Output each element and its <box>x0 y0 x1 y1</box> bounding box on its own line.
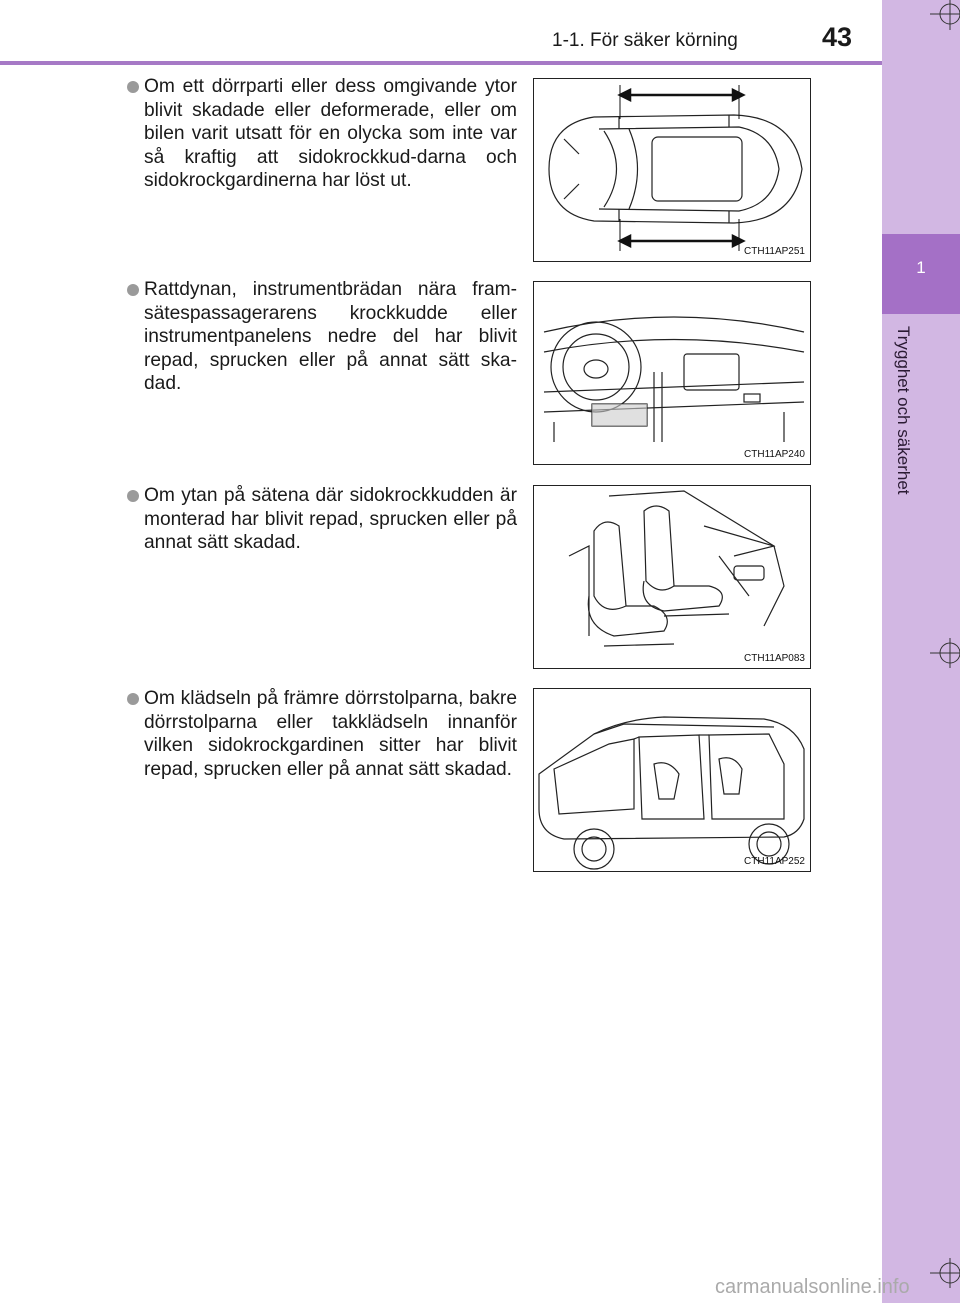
chapter-number: 1 <box>916 258 926 277</box>
car-top-view-icon <box>534 79 812 263</box>
crop-mark-icon <box>930 638 960 668</box>
front-seats-icon <box>534 486 812 670</box>
figure <box>533 281 811 465</box>
item-text: Om ytan på sätena där sidokrockkudden är monterad har blivit repad, sprucken eller på annat sätt skadad. <box>144 485 517 553</box>
figure <box>533 485 811 669</box>
figure-code: CTH11AP252 <box>744 856 805 867</box>
watermark: carmanualsonline.info <box>715 1276 910 1298</box>
page-number: 43 <box>822 22 853 52</box>
figure <box>533 688 811 872</box>
item-text: Rattdynan, instrumentbrädan nära fram-sätespassagerarens krockkudde eller instrumentpanelens nedre del har blivit repad, sprucken eller på annat sätt ska-dad. <box>144 279 517 394</box>
list-item <box>124 75 517 193</box>
car-side-interior-icon <box>534 689 812 873</box>
section-title: 1-1. För säker körning <box>552 30 738 51</box>
list-item <box>124 484 517 555</box>
list-item <box>124 278 517 396</box>
list-item <box>124 687 517 781</box>
figure-code: CTH11AP251 <box>744 246 805 257</box>
figure <box>533 78 811 262</box>
figure-code: CTH11AP240 <box>744 449 805 460</box>
dashboard-icon <box>534 282 812 466</box>
item-text: Om ett dörrparti eller dess omgivande ytor blivit skadade eller deformerade, eller om bilen varit utsatt för en olycka som inte var så kraftig att sidokrockkud-darna och sidokrockgardinerna har löst ut. <box>144 76 517 191</box>
chapter-title: Trygghet och säkerhet <box>894 326 913 495</box>
crop-mark-icon <box>930 0 960 30</box>
figure-code: CTH11AP083 <box>744 653 805 664</box>
crop-mark-icon <box>930 1258 960 1288</box>
header-rule <box>0 61 882 65</box>
item-text: Om klädseln på främre dörrstolparna, bakre dörrstolparna eller takklädseln innanför vilken sidokrockgardinen sitter har blivit repad, sprucken eller på annat sätt skadad. <box>144 688 517 780</box>
